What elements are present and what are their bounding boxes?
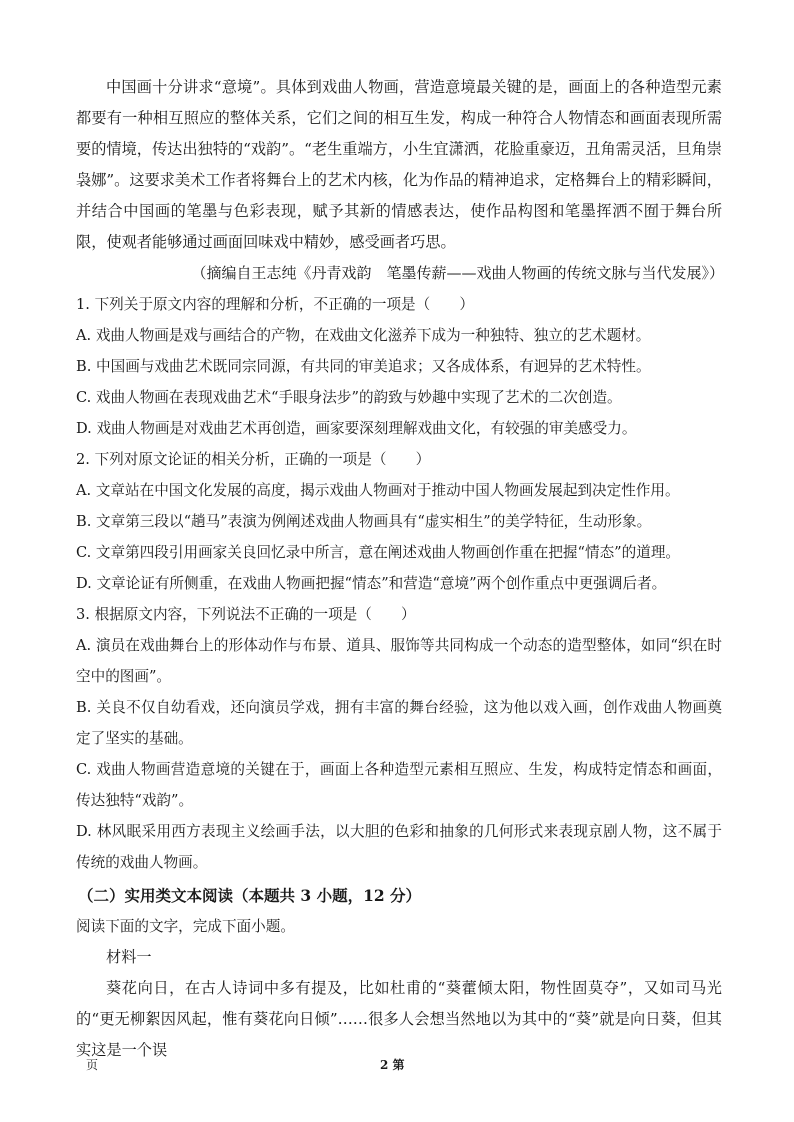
question-1-option-c: C. 戏曲人物画在表现戏曲艺术“手眼身法步”的韵致与妙趣中实现了艺术的二次创造。 xyxy=(76,389,622,406)
question-2-option-d: D. 文章论证有所侧重，在戏曲人物画把握“情态”和营造“意境”两个创作重点中更强调后者。 xyxy=(76,575,667,592)
question-3-stem: 3. 根据原文内容，下列说法不正确的一项是（ ） xyxy=(76,606,416,623)
question-3-option-c: C. 戏曲人物画营造意境的关键在于，画面上各种造型元素相互照应、生发，构成特定情态和画面，传达独特“戏韵”。 xyxy=(76,761,722,809)
question-1-option-b: B. 中国画与戏曲艺术既同宗同源，有共同的审美追求；又各成体系，有迥异的艺术特性。 xyxy=(76,358,651,375)
question-2-stem: 2. 下列对原文论证的相关分析，正确的一项是（ ） xyxy=(76,451,431,468)
intro-paragraph: 中国画十分讲求“意境”。具体到戏曲人物画，营造意境最关键的是，画面上的各种造型元素都要有一种相互照应的整体关系，它们之间的相互生发，构成一种符合人物情态和画面表现所需要的情境，传达出独特的“戏韵”。“老生重端方，小生宜潇洒，花脸重豪迈，丑角需灵活，旦角崇袅娜”。这要求美术工作者将舞台上的艺术内核，化为作品的精神追求，定格舞台上的精彩瞬间，并结合中国画的笔墨与色彩表现，赋予其新的情感表达，使作品构图和笔墨挥洒不囿于舞台所限，使观者能够通过画面回味戏中精妙，感受画者巧思。 xyxy=(76,78,722,251)
question-3-option-d: D. 林风眠采用西方表现主义绘画手法，以大胆的色彩和抽象的几何形式来表现京剧人物，这不属于传统的戏曲人物画。 xyxy=(76,823,722,871)
question-2-option-c: C. 文章第四段引用画家关良回忆录中所言，意在阐述戏曲人物画创作重在把握“情态”的道理。 xyxy=(76,544,681,561)
question-1-option-a: A. 戏曲人物画是戏与画结合的产物，在戏曲文化滋养下成为一种独特、独立的艺术题材。 xyxy=(76,327,651,344)
question-1-stem: 1. 下列关于原文内容的理解和分析，不正确的一项是（ ） xyxy=(76,296,475,313)
question-1-option-d: D. 戏曲人物画是对戏曲艺术再创造，画家要深刻理解戏曲文化，有较强的审美感受力。 xyxy=(76,420,637,437)
section-heading: （二）实用类文本阅读（本题共 3 小题，12 分） xyxy=(78,886,422,905)
question-3-option-a: A. 演员在戏曲舞台上的形体动作与布景、道具、服饰等共同构成一个动态的造型整体，如同“织在时空中的图画”。 xyxy=(76,637,722,685)
page-footer xyxy=(0,1056,794,1076)
question-2-option-a: A. 文章站在中国文化发展的高度，揭示戏曲人物画对于推动中国人物画发展起到决定性作用。 xyxy=(76,482,680,499)
material-label: 材料一 xyxy=(106,948,152,966)
question-2-option-b: B. 文章第三段以“趟马”表演为例阐述戏曲人物画具有“虚实相生”的美学特征，生动形象。 xyxy=(76,513,652,530)
section-instruction: 阅读下面的文字，完成下面小题。 xyxy=(76,918,295,935)
page-content xyxy=(76,72,722,1066)
page-number: 2 第 xyxy=(380,1058,405,1072)
source-citation: （摘编自王志纯《丹青戏韵 笔墨传薪——戏曲人物画的传统文脉与当代发展》） xyxy=(191,264,724,282)
footer-left: 页 xyxy=(86,1058,99,1072)
material-text: 葵花向日，在古人诗词中多有提及，比如杜甫的“葵藿倾太阳，物性固莫夺”，又如司马光的“更无柳絮因风起，惟有葵花向日倾”……很多人会想当然地以为其中的“葵”就是向日葵，但其实这是一个误 xyxy=(76,979,722,1059)
question-3-option-b: B. 关良不仅自幼看戏，还向演员学戏，拥有丰富的舞台经验，这为他以戏入画，创作戏曲人物画奠定了坚实的基础。 xyxy=(76,699,722,747)
